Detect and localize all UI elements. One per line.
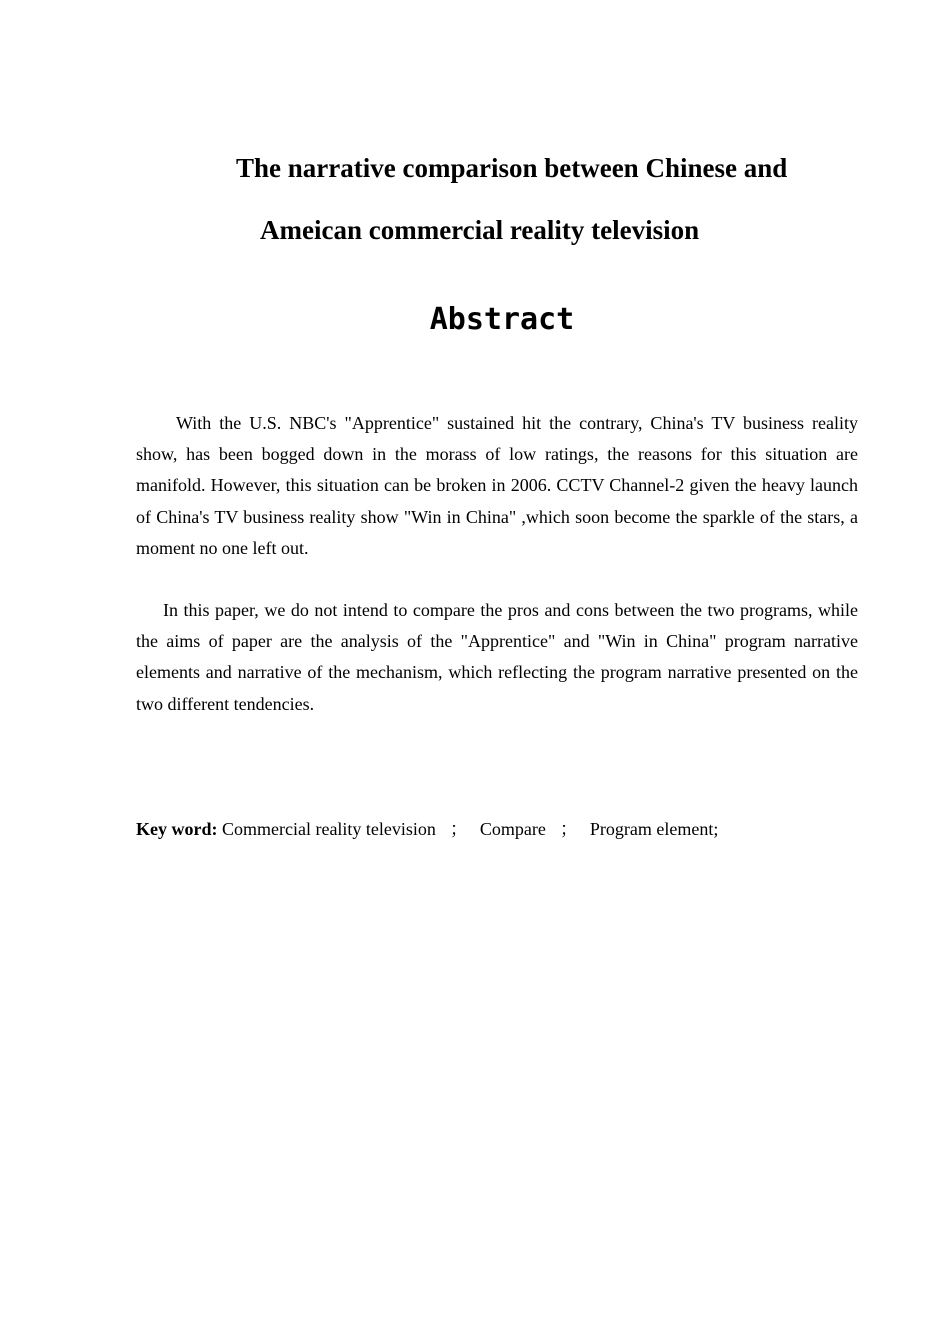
title-line-2: Ameican commercial reality television — [260, 215, 700, 245]
abstract-heading: Abstract — [429, 302, 575, 337]
keyword-separator: ； — [559, 819, 578, 839]
abstract-paragraph-2: In this paper, we do not intend to compare the pros and cons between the two programs, while the aims of paper are the analysis of the "Apprentice" and "Win in China" program narrative elements and narrative of the mechanism, which reflecting the program narrative presented on the two different tendencies. — [136, 600, 858, 714]
keyword-item: Program element; — [589, 819, 719, 839]
keyword-separator: ； — [449, 819, 468, 839]
keyword-item: Commercial reality television — [221, 819, 436, 839]
abstract-paragraph-1: With the U.S. NBC's "Apprentice" sustained hit the contrary, China's TV business reality show, has been bogged down in the morass of low ratings, the reasons for this situation are manifold. However, this situation can be broken in 2006. CCTV Channel-2 given the heavy launch of China's TV business reality show "Win in China" ,which soon become the sparkle of the stars, a moment no one left out. — [136, 413, 858, 558]
keyword-item: Compare — [479, 819, 546, 839]
title-line-1: The narrative comparison between Chinese and — [236, 153, 788, 183]
keywords-label: Key word: — [136, 819, 218, 839]
keywords-line — [136, 814, 858, 845]
